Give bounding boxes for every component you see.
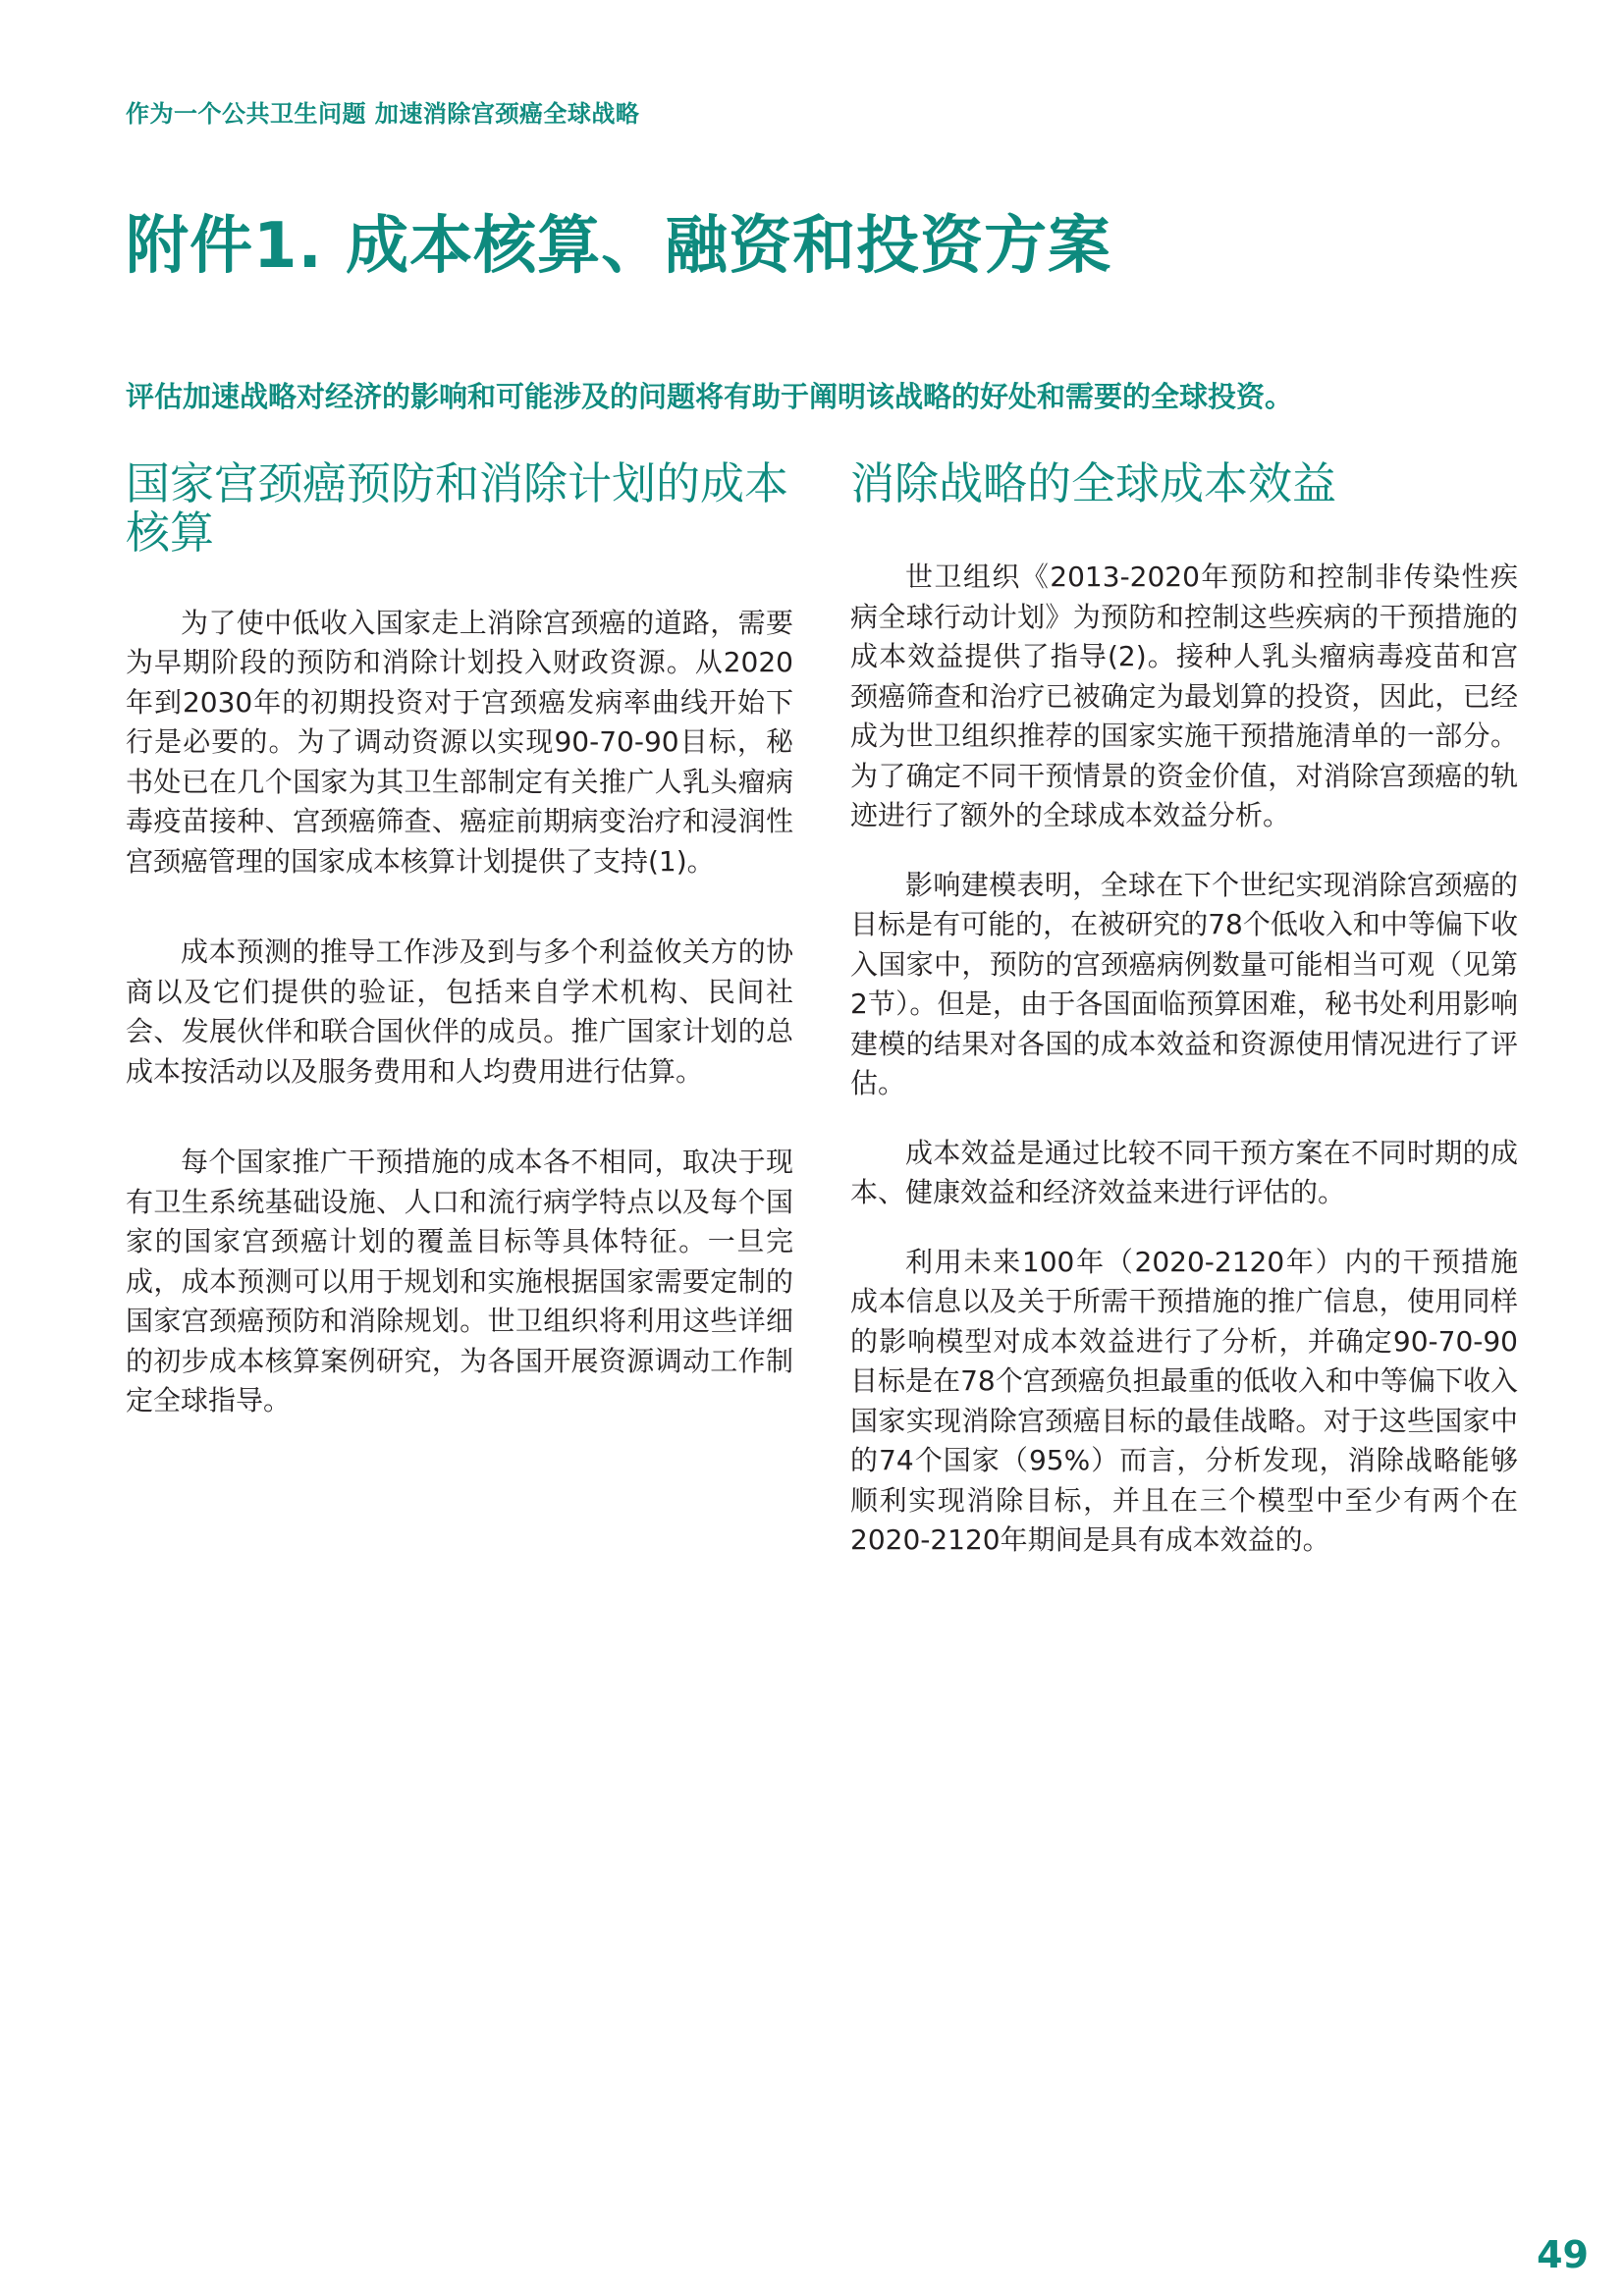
body-paragraph: 利用未来100年（2020-2120年）内的干预措施成本信息以及关于所需干预措施的推广信息，使用同样的影响模型对成本效益进行了分析，并确定90-70-90目标是在78个宫颈癌负担最重的低收入和中等偏下收入国家实现消除宫颈癌目标的最佳战略。对于这些国家中的74个国家（95%）而言，分析发现，消除战略能够顺利实现消除目标，并且在三个模型中至少有两个在2020-2120年期间是具有成本效益的。 — [850, 1245, 1518, 1557]
left-column — [126, 459, 793, 1472]
running-header: 作为一个公共卫生问题 加速消除宫颈癌全球战略 — [126, 100, 640, 128]
body-paragraph: 成本预测的推导工作涉及到与多个利益攸关方的协商以及它们提供的验证，包括来自学术机构、民间社会、发展伙伴和联合国伙伴的成员。推广国家计划的总成本按活动以及服务费用和人均费用进行估算。 — [126, 935, 793, 1088]
body-paragraph: 成本效益是通过比较不同干预方案在不同时期的成本、健康效益和经济效益来进行评估的。 — [850, 1136, 1518, 1209]
page-number: 49 — [1537, 2233, 1589, 2276]
body-paragraph: 每个国家推广干预措施的成本各不相同，取决于现有卫生系统基础设施、人口和流行病学特点以及每个国家的国家宫颈癌计划的覆盖目标等具体特征。一旦完成，成本预测可以用于规划和实施根据国家需要定制的国家宫颈癌预防和消除规划。世卫组织将利用这些详细的初步成本核算案例研究，为各国开展资源调动工作制定全球指导。 — [126, 1146, 793, 1417]
section-heading-cost-effectiveness: 消除战略的全球成本效益 — [850, 457, 1337, 509]
body-paragraph: 世卫组织《2013-2020年预防和控制非传染性疾病全球行动计划》为预防和控制这些疾病的干预措施的成本效益提供了指导(2)。接种人乳头瘤病毒疫苗和宫颈癌筛查和治疗已被确定为最划算的投资，因此，已经成为世卫组织推荐的国家实施干预措施清单的一部分。为了确定不同干预情景的资金价值，对消除宫颈癌的轨迹进行了额外的全球成本效益分析。 — [850, 561, 1518, 832]
lead-paragraph: 评估加速战略对经济的影响和可能涉及的问题将有助于阐明该战略的好处和需要的全球投资。 — [126, 380, 1294, 413]
section-heading-costing: 国家宫颈癌预防和消除计划的成本核算 — [126, 457, 789, 560]
right-column — [850, 459, 1518, 1590]
body-paragraph: 为了使中低收入国家走上消除宫颈癌的道路，需要为早期阶段的预防和消除计划投入财政资源。从2020年到2030年的初期投资对于宫颈癌发病率曲线开始下行是必要的。为了调动资源以实现90-70-90目标，秘书处已在几个国家为其卫生部制定有关推广人乳头瘤病毒疫苗接种、宫颈癌筛查、癌症前期病变治疗和浸润性宫颈癌管理的国家成本核算计划提供了支持(1)。 — [126, 606, 793, 878]
body-paragraph: 影响建模表明，全球在下个世纪实现消除宫颈癌的目标是有可能的，在被研究的78个低收入和中等偏下收入国家中，预防的宫颈癌病例数量可能相当可观（见第2节）。但是，由于各国面临预算困难，秘书处利用影响建模的结果对各国的成本效益和资源使用情况进行了评估。 — [850, 868, 1518, 1100]
page-title: 附件1. 成本核算、融资和投资方案 — [126, 210, 1112, 283]
